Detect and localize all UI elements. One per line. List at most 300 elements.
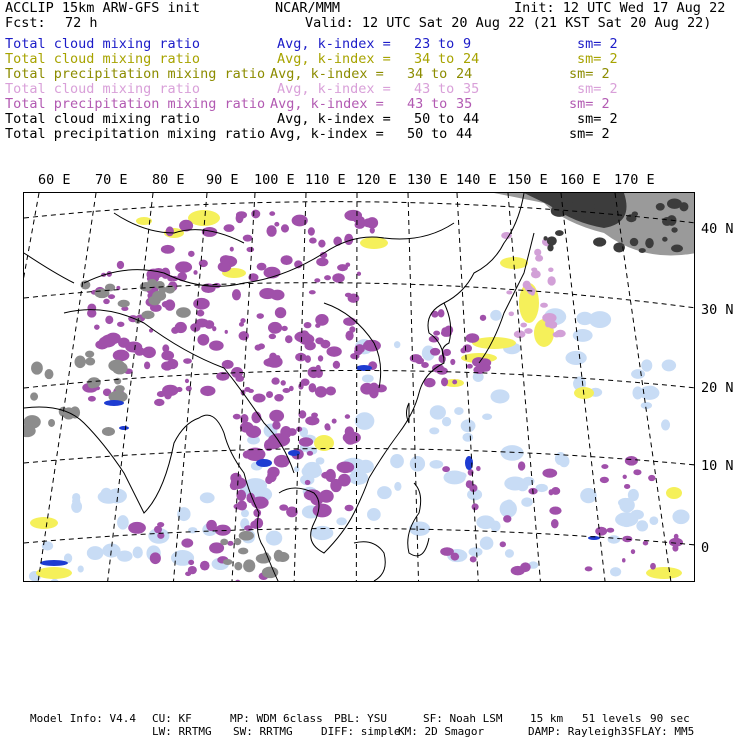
precip-purple-patch (161, 361, 173, 370)
lat-label: 20 N (701, 380, 734, 396)
cloud-dark-patch (671, 245, 683, 253)
field-name: Total cloud mixing ratio (5, 51, 201, 67)
precip-purple-patch (258, 343, 265, 349)
cloud-light-purple-patch (520, 323, 527, 328)
cloud-light-blue-patch (117, 515, 129, 530)
cloud-gray-patch (48, 419, 55, 427)
precip-purple-patch (337, 264, 348, 271)
field-k-to: 24 (456, 66, 473, 82)
cloud-light-purple-patch (509, 312, 514, 317)
map-canvas (24, 193, 695, 582)
map-panel (23, 192, 695, 582)
cloud-light-blue-patch (394, 341, 400, 348)
precip-purple-patch (365, 340, 370, 346)
precip-purple-patch (268, 322, 282, 334)
cloud-light-blue-patch (241, 510, 249, 518)
precip-purple-patch (269, 334, 276, 340)
cloud-light-blue-patch (188, 527, 197, 533)
cloud-dark-patch (555, 230, 564, 236)
longitude-line (356, 193, 357, 582)
precip-purple-patch (585, 566, 593, 571)
precip-purple-patch (343, 317, 356, 326)
precip-purple-patch (345, 426, 354, 436)
field-k-to: 44 (463, 111, 480, 127)
cloud-dark-patch (543, 236, 547, 241)
precip-purple-patch (304, 322, 312, 328)
cloud-light-blue-patch (78, 565, 84, 572)
precip-purple-patch (269, 211, 275, 216)
precip-purple-patch (607, 528, 615, 533)
field-name: Total cloud mixing ratio (5, 111, 201, 127)
precip-purple-patch (466, 333, 480, 343)
cloud-light-blue-patch (661, 419, 670, 430)
precip-purple-patch (315, 386, 327, 397)
coastline (407, 403, 410, 423)
precip-purple-patch (357, 272, 361, 276)
lat-label: 0 (701, 540, 710, 556)
precip-purple-patch (366, 217, 378, 228)
cloud-light-blue-patch (480, 537, 494, 550)
cloud-gray-patch (45, 369, 54, 379)
precip-purple-patch (270, 290, 284, 301)
precip-purple-patch (99, 336, 116, 347)
cloud-light-blue-patch (117, 550, 133, 561)
precip-purple-patch (316, 258, 328, 267)
cloud-dark-patch (645, 238, 654, 248)
precip-purple-patch (144, 362, 150, 370)
cloud-gray-patch (141, 311, 154, 319)
cloud-gray-patch (274, 550, 284, 562)
footer-info-item: 90 sec (650, 712, 690, 725)
precip-purple-patch (549, 506, 561, 514)
cloud-yellow-patch (666, 487, 682, 499)
precip-purple-patch (337, 461, 355, 473)
country-border (24, 253, 74, 283)
cloud-light-blue-patch (51, 579, 59, 582)
precip-purple-patch (305, 355, 311, 363)
cloud-dark-patch (551, 205, 568, 217)
cloud-gray-patch (223, 559, 233, 565)
precip-purple-patch (472, 357, 486, 367)
cloud-dark-patch (662, 217, 672, 226)
cloud-light-blue-patch (639, 386, 659, 400)
precip-purple-patch (105, 316, 113, 324)
cloud-dark-patch (639, 248, 646, 253)
precip-purple-patch (230, 247, 234, 252)
field-k-from: 23 (414, 36, 431, 52)
precip-purple-patch (333, 361, 340, 369)
field-k-from: 34 (414, 51, 431, 67)
footer-info-item: MP: WDM 6class (230, 712, 323, 725)
cloud-light-blue-patch (133, 546, 143, 558)
precip-purple-patch (313, 504, 332, 518)
cloud-light-blue-patch (429, 460, 443, 469)
cloud-light-blue-patch (482, 413, 492, 420)
cloud-gray-patch (31, 361, 43, 374)
precip-purple-patch (625, 456, 638, 466)
cloud-yellow-patch (360, 237, 388, 249)
cloud-gray-patch (176, 307, 191, 318)
precip-purple-patch (309, 290, 316, 294)
precip-purple-patch (315, 314, 328, 326)
precip-purple-patch (436, 367, 448, 375)
cloud-light-blue-patch (349, 471, 368, 485)
latitude-line (24, 371, 695, 389)
field-smoothing: sm= 2 (577, 81, 618, 97)
cloud-light-blue-patch (504, 476, 526, 490)
cloud-light-blue-patch (394, 482, 401, 491)
field-name: Total precipitation mixing ratio (5, 96, 266, 112)
lon-label: 120 E (356, 172, 397, 188)
cloud-light-blue-patch (618, 498, 633, 507)
precip-purple-patch (309, 238, 317, 244)
cloud-light-blue-patch (72, 497, 80, 506)
precip-purple-patch (315, 337, 324, 344)
precip-purple-patch (318, 240, 325, 248)
precip-purple-patch (154, 399, 164, 406)
center-label: NCAR/MMM (275, 0, 341, 16)
precip-purple-patch (188, 560, 194, 565)
cloud-light-blue-patch (620, 515, 633, 527)
cloud-dark-patch (667, 199, 682, 209)
cloud-light-blue-patch (87, 546, 104, 560)
precip-purple-patch (236, 490, 246, 501)
precip-purple-patch (624, 484, 630, 489)
precip-purple-patch (314, 278, 320, 282)
cloud-light-blue-patch (367, 508, 381, 521)
cloud-light-purple-patch (547, 276, 555, 285)
cloud-light-blue-patch (631, 510, 644, 520)
precip-purple-patch (128, 522, 146, 534)
cloud-light-blue-patch (430, 405, 446, 419)
precip-purple-patch (481, 366, 490, 372)
precip-purple-patch (433, 331, 440, 336)
cloud-gray-patch (152, 291, 166, 301)
precip-purple-patch (225, 330, 228, 334)
precip-purple-patch (233, 414, 241, 420)
precip-purple-patch (518, 461, 525, 470)
precip-purple-patch (304, 341, 315, 350)
precip-purple-patch (231, 477, 247, 489)
cloud-gray-patch (114, 378, 121, 385)
precip-purple-patch (310, 493, 323, 505)
field-smoothing: sm= 2 (569, 126, 610, 142)
precip-purple-patch (511, 566, 525, 576)
field-k-to-word: to (438, 51, 455, 67)
cloud-light-blue-patch (610, 567, 621, 576)
field-name: Total cloud mixing ratio (5, 36, 201, 52)
cloud-light-blue-patch (589, 311, 611, 328)
precip-purple-patch (176, 387, 182, 392)
lon-label: 80 E (152, 172, 185, 188)
precip-purple-patch (181, 538, 193, 547)
precip-purple-patch (318, 355, 323, 361)
precip-purple-patch (233, 504, 242, 510)
cloud-light-blue-patch (336, 517, 347, 525)
cloud-gray-patch (30, 392, 38, 400)
cloud-light-purple-patch (548, 267, 553, 271)
precip-purple-patch (272, 421, 280, 430)
precip-purple-patch (150, 552, 161, 564)
precip-purple-patch (162, 385, 178, 396)
cloud-gray-patch (239, 531, 254, 541)
precip-purple-patch (601, 464, 608, 469)
precip-purple-patch (171, 327, 179, 334)
precip-purple-patch (256, 313, 263, 319)
lat-label: 10 N (701, 458, 734, 474)
precip-purple-patch (305, 480, 311, 485)
footer-info-item: DIFF: simple (321, 725, 401, 738)
fcst-label: Fcst: (5, 15, 46, 31)
cloud-dark-patch (547, 244, 553, 251)
precip-purple-patch (253, 394, 266, 403)
field-avg-label: Avg, k-index = (270, 96, 384, 112)
precip-purple-patch (441, 378, 448, 387)
cloud-light-blue-patch (662, 359, 676, 371)
init-time: Init: 12 UTC Wed 17 Aug 22 (514, 0, 726, 16)
field-k-from: 34 (407, 66, 424, 82)
field-avg-label: Avg, k-index = (270, 126, 384, 142)
cloud-light-blue-patch (649, 516, 658, 525)
field-smoothing: sm= 2 (577, 36, 618, 52)
cloud-gray-patch (118, 300, 130, 308)
cloud-blue-core (119, 426, 129, 430)
cloud-light-blue-patch (294, 466, 299, 472)
cloud-light-blue-patch (500, 500, 517, 518)
precip-purple-patch (452, 380, 457, 385)
footer-info-item: Model Info: V4.4 (30, 712, 136, 725)
cloud-blue-core (256, 459, 272, 467)
cloud-dark-patch (593, 237, 606, 246)
precip-purple-patch (266, 225, 276, 237)
precip-purple-patch (600, 477, 609, 483)
precip-purple-patch (246, 247, 254, 252)
precip-purple-patch (345, 293, 352, 298)
precip-purple-patch (281, 326, 287, 331)
cloud-light-blue-patch (565, 351, 586, 365)
cloud-light-blue-patch (462, 433, 473, 442)
precip-purple-patch (267, 467, 279, 478)
precip-purple-patch (240, 318, 245, 323)
lon-label: 150 E (507, 172, 548, 188)
precip-purple-patch (103, 299, 110, 304)
precip-purple-patch (334, 275, 342, 281)
precip-purple-patch (289, 386, 294, 391)
precip-purple-patch (503, 515, 511, 522)
field-avg-label: Avg, k-index = (270, 66, 384, 82)
precip-purple-patch (421, 362, 429, 368)
precip-purple-patch (424, 378, 436, 387)
precip-purple-patch (177, 272, 187, 281)
cloud-dark-patch (547, 236, 557, 245)
cloud-light-blue-patch (461, 419, 476, 432)
footer-info-item: 15 km (530, 712, 564, 725)
precip-purple-patch (345, 414, 350, 419)
precip-purple-patch (193, 270, 197, 275)
field-k-to-word: to (438, 81, 455, 97)
precip-purple-patch (239, 331, 250, 340)
precip-purple-patch (269, 353, 277, 361)
footer-info-item: 51 levels (582, 712, 642, 725)
precip-purple-patch (271, 377, 279, 384)
field-k-from: 43 (407, 96, 424, 112)
field-avg-label: Avg, k-index = (277, 36, 391, 52)
precip-purple-patch (285, 335, 293, 343)
precip-purple-patch (165, 299, 176, 310)
precip-purple-patch (333, 237, 342, 246)
precip-purple-patch (298, 383, 303, 389)
precip-purple-patch (299, 437, 313, 446)
precip-purple-patch (631, 549, 635, 554)
lon-label: 100 E (254, 172, 295, 188)
cloud-light-blue-patch (490, 389, 509, 403)
cloud-light-blue-patch (442, 417, 451, 426)
precip-purple-patch (324, 423, 330, 430)
cloud-yellow-patch (36, 567, 72, 579)
precip-purple-patch (281, 255, 293, 265)
precip-purple-patch (223, 224, 234, 232)
precip-purple-patch (257, 263, 267, 271)
cloud-light-purple-patch (534, 249, 541, 256)
cloud-light-blue-patch (266, 531, 283, 546)
precip-purple-patch (269, 410, 284, 422)
field-k-to-word: to (431, 96, 448, 112)
precip-purple-patch (161, 351, 174, 361)
cloud-light-purple-patch (535, 255, 543, 262)
cloud-light-purple-patch (506, 290, 512, 294)
precip-purple-patch (88, 396, 96, 402)
precip-purple-patch (438, 309, 445, 317)
lon-label: 90 E (206, 172, 239, 188)
cloud-light-blue-patch (303, 462, 321, 478)
precip-purple-patch (209, 340, 224, 350)
precip-purple-patch (232, 289, 241, 300)
precip-purple-patch (595, 527, 607, 536)
coastline (354, 542, 385, 581)
cloud-light-blue-patch (490, 310, 502, 321)
precip-purple-patch (266, 391, 273, 398)
precip-purple-patch (330, 479, 342, 492)
cloud-light-blue-patch (505, 549, 514, 558)
precip-purple-patch (243, 235, 253, 242)
precip-purple-patch (142, 347, 156, 359)
latitude-line (24, 528, 695, 545)
precip-purple-patch (549, 489, 554, 495)
precip-purple-patch (125, 341, 142, 352)
precip-purple-patch (633, 469, 641, 475)
field-k-to: 9 (463, 36, 472, 52)
precip-purple-patch (451, 553, 460, 561)
cloud-gray-patch (75, 356, 86, 369)
precip-purple-patch (161, 245, 175, 254)
precip-purple-patch (281, 224, 289, 232)
cloud-light-blue-patch (355, 412, 375, 430)
footer-info-item: SW: RRTMG (233, 725, 293, 738)
lon-label: 130 E (407, 172, 448, 188)
cloud-light-purple-patch (531, 270, 541, 278)
precip-purple-patch (175, 261, 192, 272)
footer-info-item: SF: Noah LSM (423, 712, 503, 725)
lon-label: 170 E (614, 172, 655, 188)
precip-purple-patch (308, 227, 315, 236)
precip-purple-patch (246, 426, 261, 438)
precip-purple-patch (623, 475, 627, 479)
cloud-light-blue-patch (580, 488, 597, 503)
cloud-yellow-patch (30, 517, 58, 529)
precip-purple-patch (324, 275, 331, 280)
cloud-gray-patch (108, 360, 125, 372)
precip-purple-patch (345, 505, 354, 512)
precip-purple-patch (643, 541, 648, 546)
cloud-light-purple-patch (524, 328, 532, 334)
precip-purple-patch (450, 359, 455, 365)
field-k-from: 50 (414, 111, 431, 127)
footer-info-item: PBL: YSU (334, 712, 387, 725)
precip-purple-patch (166, 226, 174, 236)
field-avg-label: Avg, k-index = (277, 51, 391, 67)
precip-purple-patch (622, 558, 626, 562)
field-k-from: 43 (414, 81, 431, 97)
cloud-light-blue-patch (200, 492, 215, 503)
precip-purple-patch (467, 364, 473, 369)
lon-label: 70 E (95, 172, 128, 188)
precip-purple-patch (305, 416, 319, 425)
cloud-dark-patch (583, 209, 597, 220)
cloud-dark-patch (662, 237, 667, 242)
precip-purple-patch (430, 348, 440, 356)
cloud-dark-patch (671, 227, 677, 232)
field-smoothing: sm= 2 (569, 96, 610, 112)
precip-purple-patch (650, 563, 656, 570)
field-k-to: 24 (463, 51, 480, 67)
footer-info-item: LW: RRTMG (152, 725, 212, 738)
cloud-light-blue-patch (608, 535, 621, 544)
cloud-dark-patch (656, 203, 665, 211)
precip-purple-patch (183, 358, 192, 364)
field-k-to: 35 (463, 81, 480, 97)
cloud-dark-patch (630, 238, 639, 246)
precip-purple-patch (200, 561, 210, 571)
precip-purple-patch (315, 368, 323, 378)
cloud-light-blue-patch (636, 520, 648, 531)
precip-purple-patch (648, 475, 655, 481)
precip-purple-patch (117, 322, 124, 327)
cloud-gray-patch (220, 539, 228, 545)
lat-label: 40 N (701, 221, 734, 237)
cloud-light-blue-patch (362, 374, 374, 382)
cloud-gray-patch (238, 548, 248, 555)
field-k-to-word: to (431, 66, 448, 82)
precip-purple-patch (542, 468, 557, 477)
lon-label: 160 E (560, 172, 601, 188)
precip-purple-patch (321, 472, 331, 479)
precip-purple-patch (197, 310, 205, 317)
field-k-to-word: to (438, 36, 455, 52)
precip-purple-patch (244, 387, 250, 392)
precip-purple-patch (472, 503, 479, 510)
cloud-blue-core (104, 400, 124, 406)
precip-purple-patch (326, 346, 341, 356)
precip-purple-patch (220, 255, 232, 265)
precip-purple-patch (199, 260, 208, 267)
precip-purple-patch (186, 386, 192, 392)
cloud-gray-patch (85, 357, 95, 365)
cloud-light-blue-patch (559, 455, 570, 467)
precip-purple-patch (188, 251, 195, 257)
lon-label: 110 E (305, 172, 346, 188)
field-smoothing: sm= 2 (577, 111, 618, 127)
precip-purple-patch (442, 466, 450, 472)
